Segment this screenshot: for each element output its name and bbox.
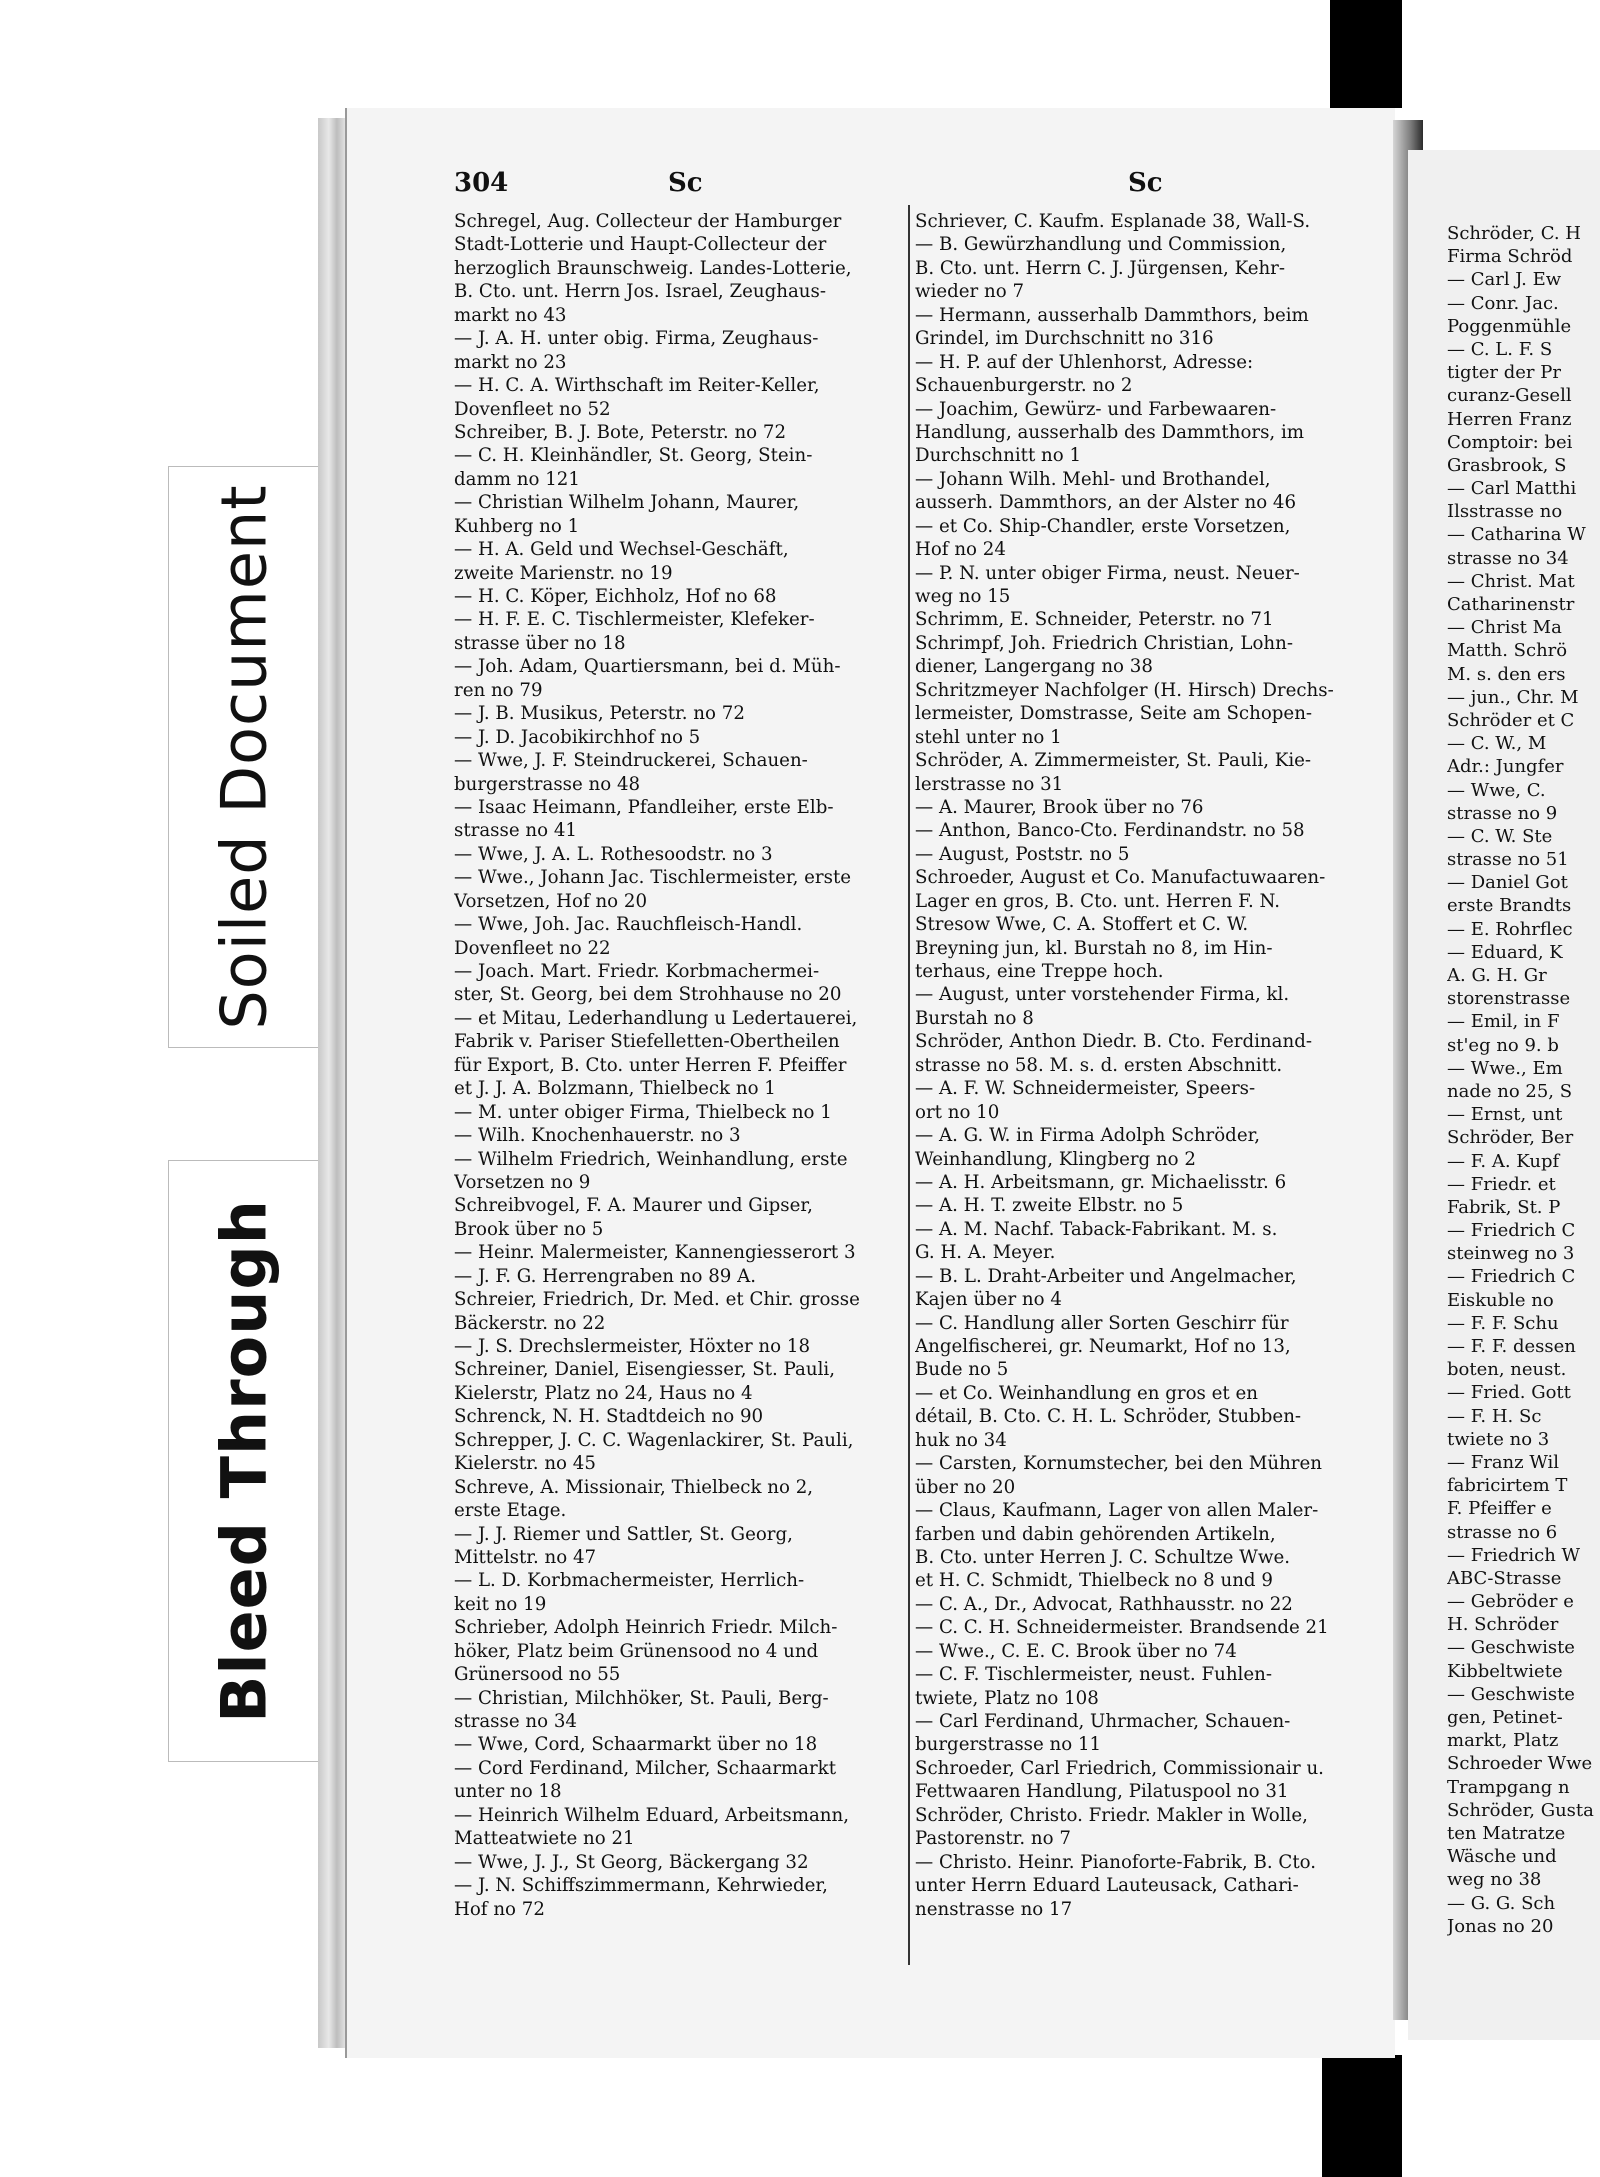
- directory-entry-line: — Wwe., C. E. C. Brook über no 74: [915, 1640, 1237, 1662]
- directory-entry-line: Breyning jun, kl. Burstah no 8, im Hin-: [915, 937, 1273, 959]
- directory-entry-line: — J. N. Schiffszimmermann, Kehrwieder,: [454, 1875, 828, 1897]
- directory-entry-line: — C. W., M: [1447, 733, 1547, 755]
- left-running-head: Sc: [668, 168, 703, 198]
- directory-entry-line: — A. H. T. zweite Elbstr. no 5: [915, 1195, 1184, 1217]
- directory-entry-line: — August, unter vorstehender Firma, kl.: [915, 984, 1290, 1006]
- directory-entry-line: ausserh. Dammthors, an der Alster no 46: [915, 492, 1297, 514]
- directory-entry-line: Grünersood no 55: [454, 1664, 621, 1686]
- directory-entry-line: — Christ Ma: [1447, 617, 1562, 639]
- directory-entry-line: Schroeder Wwe: [1447, 1753, 1593, 1775]
- directory-entry-line: Stresow Wwe, C. A. Stoffert et C. W.: [915, 914, 1249, 936]
- directory-entry-line: Fabrik, St. P: [1447, 1196, 1561, 1218]
- book-page-edges: [318, 118, 345, 2048]
- directory-entry-line: Mittelstr. no 47: [454, 1546, 597, 1568]
- directory-entry-line: — Isaac Heimann, Pfandleiher, erste Elb-: [454, 796, 834, 818]
- directory-entry-line: Dovenfleet no 52: [454, 398, 611, 420]
- directory-entry-line: — Franz Wil: [1447, 1451, 1560, 1473]
- directory-entry-line: — Heinrich Wilhelm Eduard, Arbeitsmann,: [454, 1804, 850, 1826]
- directory-entry-line: diener, Langergang no 38: [915, 656, 1153, 678]
- directory-entry-line: boten, neust.: [1447, 1359, 1567, 1381]
- directory-entry-line: Wäsche und: [1447, 1846, 1557, 1868]
- directory-entry-line: — A. F. W. Schneidermeister, Speers-: [915, 1078, 1256, 1100]
- directory-entry-line: — Carsten, Kornumstecher, bei den Mühren: [915, 1453, 1322, 1475]
- directory-entry-line: storenstrasse: [1447, 988, 1571, 1010]
- directory-entry-line: — et Co. Ship-Chandler, erste Vorsetzen,: [915, 515, 1291, 537]
- directory-entry-line: burgerstrasse no 48: [454, 773, 641, 795]
- directory-entry-line: erste Brandts: [1447, 895, 1572, 917]
- directory-entry-line: — Wwe, J. A. L. Rothesoodstr. no 3: [454, 843, 773, 865]
- directory-entry-line: erste Etage.: [454, 1500, 567, 1522]
- directory-entry-line: — Anthon, Banco-Cto. Ferdinandstr. no 58: [915, 820, 1305, 842]
- directory-entry-line: wieder no 7: [915, 281, 1025, 303]
- directory-entry-line: — Catharina W: [1447, 524, 1586, 546]
- directory-entry-line: herzoglich Braunschweig. Landes-Lotterie,: [454, 257, 852, 279]
- directory-entry-line: Schrimm, E. Schneider, Peterstr. no 71: [915, 609, 1274, 631]
- directory-entry-line: Handlung, ausserhalb des Dammthors, im: [915, 421, 1305, 443]
- directory-entry-line: Hof no 24: [915, 539, 1006, 561]
- directory-entry-line: Matth. Schrö: [1447, 640, 1568, 662]
- directory-entry-line: — Friedr. et: [1447, 1173, 1556, 1195]
- directory-entry-line: Kielerstr, Platz no 24, Haus no 4: [454, 1382, 753, 1404]
- directory-entry-line: — J. D. Jacobikirchhof no 5: [454, 726, 701, 748]
- directory-entry-line: Fabrik v. Pariser Stiefelletten-Obertheilen: [454, 1031, 840, 1053]
- directory-entry-line: — Emil, in F: [1447, 1011, 1560, 1033]
- directory-entry-line: M. s. den ers: [1447, 663, 1566, 685]
- soiled-document-label: [168, 466, 320, 1048]
- directory-entry-line: damm no 121: [454, 468, 580, 490]
- directory-entry-line: — P. N. unter obiger Firma, neust. Neuer-: [915, 562, 1300, 584]
- directory-entry-line: Poggenmühle: [1447, 315, 1572, 337]
- directory-entry-line: höker, Platz beim Grünensood no 4 und: [454, 1640, 819, 1662]
- directory-entry-line: strasse no 9: [1447, 802, 1558, 824]
- directory-entry-line: farben und dabin gehörenden Artikeln,: [915, 1523, 1276, 1545]
- directory-entry-line: — Ernst, unt: [1447, 1104, 1563, 1126]
- directory-entry-line: — Wwe, J. J., St Georg, Bäckergang 32: [454, 1851, 809, 1873]
- directory-entry-line: über no 20: [915, 1476, 1016, 1498]
- directory-entry-line: — Carl J. Ew: [1447, 269, 1562, 291]
- directory-entry-line: ten Matratze: [1447, 1822, 1566, 1844]
- directory-entry-line: lerstrasse no 31: [915, 773, 1064, 795]
- directory-entry-line: nenstrasse no 17: [915, 1898, 1073, 1920]
- directory-entry-line: — A. G. W. in Firma Adolph Schröder,: [915, 1125, 1261, 1147]
- directory-entry-line: strasse no 51: [1447, 849, 1569, 871]
- directory-entry-line: — Johann Wilh. Mehl- und Brothandel,: [915, 468, 1271, 490]
- directory-entry-line: zweite Marienstr. no 19: [454, 562, 673, 584]
- directory-entry-line: Schröder, Christo. Friedr. Makler in Wolle,: [915, 1804, 1308, 1826]
- column-divider: [908, 205, 910, 1965]
- right-running-head: Sc: [1128, 168, 1163, 198]
- directory-entry-line: — F. A. Kupf: [1447, 1150, 1560, 1172]
- directory-entry-line: twiete no 3: [1447, 1428, 1550, 1450]
- directory-entry-line: Matteatwiete no 21: [454, 1828, 635, 1850]
- bottom-black-strip: [1322, 2055, 1402, 2177]
- directory-entry-line: Schrimpf, Joh. Friedrich Christian, Lohn-: [915, 632, 1293, 654]
- directory-entry-line: Angelfischerei, gr. Neumarkt, Hof no 13,: [915, 1336, 1291, 1357]
- directory-entry-line: — C. C. H. Schneidermeister. Brandsende 21: [915, 1617, 1329, 1639]
- directory-entry-line: Adr.: Jungfer: [1447, 756, 1564, 778]
- directory-entry-line: st'eg no 9. b: [1447, 1034, 1559, 1056]
- directory-entry-line: steinweg no 3: [1447, 1243, 1575, 1265]
- directory-entry-line: — Friedrich C: [1447, 1220, 1576, 1242]
- directory-entry-line: gen, Petinet-: [1447, 1707, 1563, 1728]
- directory-entry-line: Weinhandlung, Klingberg no 2: [915, 1148, 1196, 1170]
- directory-entry-line: — C. W. Ste: [1447, 825, 1553, 847]
- directory-entry-line: — A. Maurer, Brook über no 76: [915, 796, 1204, 818]
- directory-entry-line: — J. S. Drechslermeister, Höxter no 18: [454, 1336, 811, 1357]
- directory-entry-line: Catharinenstr: [1447, 594, 1575, 615]
- directory-entry-line: — J. B. Musikus, Peterstr. no 72: [454, 703, 745, 725]
- directory-entry-line: A. G. H. Gr: [1447, 965, 1547, 986]
- directory-entry-line: — et Co. Weinhandlung en gros et en: [915, 1382, 1259, 1404]
- directory-entry-line: B. Cto. unter Herren J. C. Schultze Wwe.: [915, 1546, 1290, 1568]
- directory-entry-line: Schröder, Anthon Diedr. B. Cto. Ferdinand-: [915, 1031, 1312, 1053]
- directory-entry-line: H. Schröder: [1447, 1614, 1559, 1636]
- directory-entry-line: Schauenburgerstr. no 2: [915, 375, 1133, 397]
- directory-entry-line: Jonas no 20: [1447, 1915, 1554, 1937]
- directory-entry-line: — Geschwiste: [1447, 1683, 1575, 1705]
- directory-entry-line: — Heinr. Malermeister, Kannengiesserort 3: [454, 1242, 856, 1264]
- directory-entry-line: Trampgang n: [1447, 1776, 1570, 1798]
- directory-entry-line: — Eduard, K: [1447, 941, 1563, 963]
- directory-entry-line: B. Cto. unt. Herrn C. J. Jürgensen, Kehr-: [915, 257, 1286, 279]
- directory-entry-line: — J. J. Riemer und Sattler, St. Georg,: [454, 1523, 793, 1545]
- directory-entry-line: — J. F. G. Herrengraben no 89 A.: [454, 1265, 757, 1287]
- bleed-through-label: [168, 1160, 320, 1762]
- directory-entry-line: nade no 25, S: [1447, 1080, 1573, 1102]
- directory-entry-line: B. Cto. unt. Herrn Jos. Israel, Zeughaus-: [454, 281, 826, 303]
- directory-entry-line: Bude no 5: [915, 1359, 1009, 1381]
- directory-entry-line: Burstah no 8: [915, 1007, 1034, 1029]
- directory-entry-line: Vorsetzen, Hof no 20: [454, 890, 648, 912]
- directory-entry-line: Schregel, Aug. Collecteur der Hamburger: [454, 211, 842, 232]
- directory-entry-line: Firma Schröd: [1447, 246, 1573, 268]
- directory-entry-line: Schriever, C. Kaufm. Esplanade 38, Wall-S.: [915, 211, 1311, 232]
- directory-entry-line: — Wwe., Johann Jac. Tischlermeister, erste: [454, 867, 852, 889]
- directory-entry-line: — jun., Chr. M: [1447, 686, 1579, 708]
- directory-entry-line: — E. Rohrflec: [1447, 918, 1573, 940]
- directory-entry-line: — H. A. Geld und Wechsel-Geschäft,: [454, 539, 789, 561]
- directory-entry-line: Schrieber, Adolph Heinrich Friedr. Milch-: [454, 1617, 838, 1639]
- directory-entry-line: strasse no 41: [454, 820, 577, 842]
- directory-entry-line: — B. Gewürzhandlung und Commission,: [915, 234, 1287, 256]
- directory-entry-line: — Wilh. Knochenhauerstr. no 3: [454, 1125, 741, 1147]
- directory-entry-line: — F. H. Sc: [1447, 1405, 1542, 1427]
- directory-entry-line: détail, B. Cto. C. H. L. Schröder, Stubben-: [915, 1406, 1302, 1428]
- directory-entry-line: — Daniel Got: [1447, 872, 1568, 894]
- directory-entry-line: Kielerstr. no 45: [454, 1453, 596, 1475]
- directory-entry-line: strasse no 6: [1447, 1521, 1558, 1543]
- directory-entry-line: et J. J. A. Bolzmann, Thielbeck no 1: [454, 1078, 776, 1100]
- directory-entry-line: — H. F. E. C. Tischlermeister, Klefeker-: [454, 609, 815, 631]
- page-number: 304: [454, 168, 509, 198]
- directory-entry-line: — C. Handlung aller Sorten Geschirr für: [915, 1312, 1289, 1334]
- directory-entry-line: terhaus, eine Treppe hoch.: [915, 961, 1164, 982]
- directory-entry-line: weg no 15: [915, 586, 1011, 607]
- directory-entry-line: Durchschnitt no 1: [915, 445, 1082, 467]
- directory-entry-line: — Carl Matthi: [1447, 478, 1577, 500]
- directory-entry-line: ren no 79: [454, 679, 543, 701]
- directory-entry-line: — Geschwiste: [1447, 1637, 1575, 1659]
- directory-entry-line: — Claus, Kaufmann, Lager von allen Maler-: [915, 1500, 1319, 1522]
- directory-entry-line: weg no 38: [1447, 1869, 1542, 1891]
- directory-entry-line: strasse no 34: [454, 1711, 577, 1732]
- directory-entry-line: — Friedrich C: [1447, 1266, 1576, 1288]
- directory-entry-line: ort no 10: [915, 1101, 1000, 1123]
- directory-entry-line: Fettwaaren Handlung, Pilatuspool no 31: [915, 1781, 1289, 1803]
- directory-entry-line: — Christo. Heinr. Pianoforte-Fabrik, B. Cto.: [915, 1851, 1317, 1873]
- directory-entry-line: — Joach. Mart. Friedr. Korbmachermei-: [454, 961, 820, 982]
- directory-entry-line: — Hermann, ausserhalb Dammthors, beim: [915, 304, 1309, 326]
- directory-entry-line: — Cord Ferdinand, Milcher, Schaarmarkt: [454, 1757, 836, 1779]
- directory-entry-line: — Gebröder e: [1447, 1591, 1574, 1613]
- directory-entry-line: fabricirtem T: [1447, 1475, 1568, 1497]
- directory-entry-line: Schröder, Ber: [1447, 1127, 1574, 1149]
- directory-entry-line: — G. G. Sch: [1447, 1892, 1556, 1914]
- directory-entry-line: — F. F. dessen: [1447, 1336, 1576, 1357]
- directory-entry-line: burgerstrasse no 11: [915, 1734, 1102, 1756]
- directory-entry-line: — Christ. Mat: [1447, 570, 1575, 592]
- directory-entry-line: — et Mitau, Lederhandlung u Ledertauerei,: [454, 1007, 858, 1029]
- directory-entry-line: G. H. A. Meyer.: [915, 1242, 1056, 1264]
- directory-entry-line: — Wilhelm Friedrich, Weinhandlung, erste: [454, 1148, 848, 1170]
- directory-entry-line: ster, St. Georg, bei dem Strohhause no 20: [454, 984, 842, 1006]
- directory-entry-line: — Wwe, Cord, Schaarmarkt über no 18: [454, 1734, 818, 1756]
- directory-entry-line: — M. unter obiger Firma, Thielbeck no 1: [454, 1101, 832, 1123]
- directory-entry-line: Eiskuble no: [1447, 1289, 1554, 1311]
- directory-entry-line: Brook über no 5: [454, 1218, 604, 1240]
- directory-entry-line: — Wwe, Joh. Jac. Rauchfleisch-Handl.: [454, 914, 803, 936]
- directory-entry-line: Schreier, Friedrich, Dr. Med. et Chir. grosse: [454, 1289, 860, 1311]
- directory-entry-line: — August, Poststr. no 5: [915, 843, 1130, 865]
- directory-entry-line: für Export, B. Cto. unter Herren F. Pfeiffer: [454, 1054, 847, 1076]
- directory-entry-line: Kibbeltwiete: [1447, 1660, 1563, 1682]
- directory-entry-line: lermeister, Domstrasse, Seite am Schopen-: [915, 703, 1313, 725]
- directory-entry-line: — Joh. Adam, Quartiersmann, bei d. Müh-: [454, 656, 841, 678]
- directory-entry-line: Schritzmeyer Nachfolger (H. Hirsch) Drechs-: [915, 679, 1334, 701]
- left-directory-column: [454, 210, 902, 1921]
- directory-entry-line: — Joachim, Gewürz- und Farbewaaren-: [915, 398, 1277, 420]
- directory-entry-line: — Conr. Jac.: [1447, 292, 1559, 314]
- directory-entry-line: markt no 43: [454, 304, 567, 326]
- directory-entry-line: — C. H. Kleinhändler, St. Georg, Stein-: [454, 445, 813, 467]
- directory-entry-line: Comptoir: bei: [1447, 431, 1573, 453]
- directory-entry-line: unter no 18: [454, 1781, 562, 1803]
- directory-entry-line: — L. D. Korbmachermeister, Herrlich-: [454, 1570, 805, 1592]
- soiled-document-text: Soiled Document: [207, 484, 281, 1030]
- directory-entry-line: ABC-Strasse: [1447, 1567, 1562, 1589]
- directory-entry-line: Lager en gros, B. Cto. unt. Herren F. N.: [915, 890, 1281, 912]
- directory-entry-line: tigter der Pr: [1447, 362, 1561, 384]
- right-directory-column: [915, 210, 1387, 1921]
- directory-entry-line: — C. F. Tischlermeister, neust. Fuhlen-: [915, 1664, 1272, 1686]
- directory-entry-line: — B. L. Draht-Arbeiter und Angelmacher,: [915, 1265, 1297, 1287]
- directory-entry-line: Schröder et C: [1447, 709, 1575, 731]
- directory-entry-line: — Christian Wilhelm Johann, Maurer,: [454, 492, 800, 514]
- directory-entry-line: Grasbrook, S: [1447, 454, 1567, 476]
- directory-entry-line: — A. H. Arbeitsmann, gr. Michaelisstr. 6: [915, 1171, 1287, 1193]
- directory-entry-line: Stadt-Lotterie und Haupt-Collecteur der: [454, 234, 827, 256]
- directory-entry-line: curanz-Gesell: [1447, 385, 1572, 407]
- directory-entry-line: Bäckerstr. no 22: [454, 1312, 606, 1334]
- directory-entry-line: Schröder, Gusta: [1447, 1799, 1594, 1821]
- directory-entry-line: Schröder, C. H: [1447, 223, 1581, 244]
- directory-entry-line: Herren Franz: [1447, 408, 1572, 430]
- directory-entry-line: — A. M. Nachf. Taback-Fabrikant. M. s.: [915, 1218, 1278, 1240]
- directory-entry-line: Schreve, A. Missionair, Thielbeck no 2,: [454, 1476, 814, 1498]
- directory-entry-line: — F. F. Schu: [1447, 1312, 1559, 1334]
- bleed-through-text: Bleed Through: [207, 1199, 281, 1723]
- directory-entry-line: Kuhberg no 1: [454, 515, 580, 537]
- directory-entry-line: Schreiner, Daniel, Eisengiesser, St. Pauli,: [454, 1359, 836, 1381]
- directory-entry-line: — Christian, Milchhöker, St. Pauli, Berg-: [454, 1687, 829, 1709]
- directory-entry-line: strasse über no 18: [454, 632, 626, 654]
- directory-entry-line: Grindel, im Durchschnitt no 316: [915, 328, 1214, 350]
- facing-page-column: [1447, 222, 1597, 1938]
- directory-entry-line: markt, Platz: [1447, 1730, 1559, 1752]
- directory-entry-line: — Wwe, J. F. Steindruckerei, Schauen-: [454, 750, 808, 772]
- directory-entry-line: Schreiber, B. J. Bote, Peterstr. no 72: [454, 421, 787, 443]
- directory-entry-line: — H. C. A. Wirthschaft im Reiter-Keller,: [454, 375, 820, 397]
- directory-entry-line: Pastorenstr. no 7: [915, 1828, 1071, 1850]
- directory-entry-line: — H. C. Köper, Eichholz, Hof no 68: [454, 586, 777, 607]
- directory-entry-line: strasse no 34: [1447, 547, 1569, 569]
- directory-entry-line: — Friedrich W: [1447, 1544, 1581, 1566]
- directory-entry-line: — J. A. H. unter obig. Firma, Zeughaus-: [454, 328, 819, 350]
- directory-entry-line: keit no 19: [454, 1593, 547, 1615]
- directory-entry-line: — C. A., Dr., Advocat, Rathhausstr. no 22: [915, 1593, 1293, 1615]
- top-black-strip: [1330, 0, 1402, 108]
- directory-entry-line: Schroeder, August et Co. Manufactuwaaren-: [915, 867, 1326, 889]
- directory-entry-line: Kajen über no 4: [915, 1289, 1062, 1311]
- directory-entry-line: — Wwe, C.: [1447, 779, 1546, 801]
- directory-entry-line: unter Herrn Eduard Lauteusack, Cathari-: [915, 1875, 1299, 1897]
- directory-entry-line: Ilsstrasse no: [1447, 501, 1563, 523]
- directory-entry-line: — Fried. Gott: [1447, 1382, 1571, 1404]
- directory-entry-line: Schreibvogel, F. A. Maurer und Gipser,: [454, 1195, 813, 1217]
- directory-entry-line: Schroeder, Carl Friedrich, Commissionair u.: [915, 1757, 1324, 1779]
- directory-entry-line: — Wwe., Em: [1447, 1057, 1563, 1079]
- directory-entry-line: — H. P. auf der Uhlenhorst, Adresse:: [915, 351, 1254, 373]
- directory-entry-line: et H. C. Schmidt, Thielbeck no 8 und 9: [915, 1570, 1273, 1592]
- directory-entry-line: markt no 23: [454, 351, 567, 373]
- directory-entry-line: — C. L. F. S: [1447, 338, 1553, 360]
- directory-entry-line: Schrenck, N. H. Stadtdeich no 90: [454, 1406, 764, 1428]
- directory-entry-line: F. Pfeiffer e: [1447, 1498, 1552, 1520]
- directory-entry-line: twiete, Platz no 108: [915, 1687, 1099, 1709]
- directory-entry-line: Schrepper, J. C. C. Wagenlackirer, St. Pauli,: [454, 1429, 854, 1451]
- directory-entry-line: Hof no 72: [454, 1898, 545, 1920]
- directory-entry-line: Schröder, A. Zimmermeister, St. Pauli, Kie-: [915, 750, 1312, 772]
- directory-entry-line: strasse no 58. M. s. d. ersten Abschnitt.: [915, 1054, 1283, 1076]
- directory-entry-line: — Carl Ferdinand, Uhrmacher, Schauen-: [915, 1711, 1291, 1732]
- directory-entry-line: huk no 34: [915, 1429, 1007, 1451]
- directory-entry-line: Vorsetzen no 9: [454, 1171, 591, 1193]
- directory-entry-line: Dovenfleet no 22: [454, 937, 611, 959]
- directory-entry-line: stehl unter no 1: [915, 726, 1062, 748]
